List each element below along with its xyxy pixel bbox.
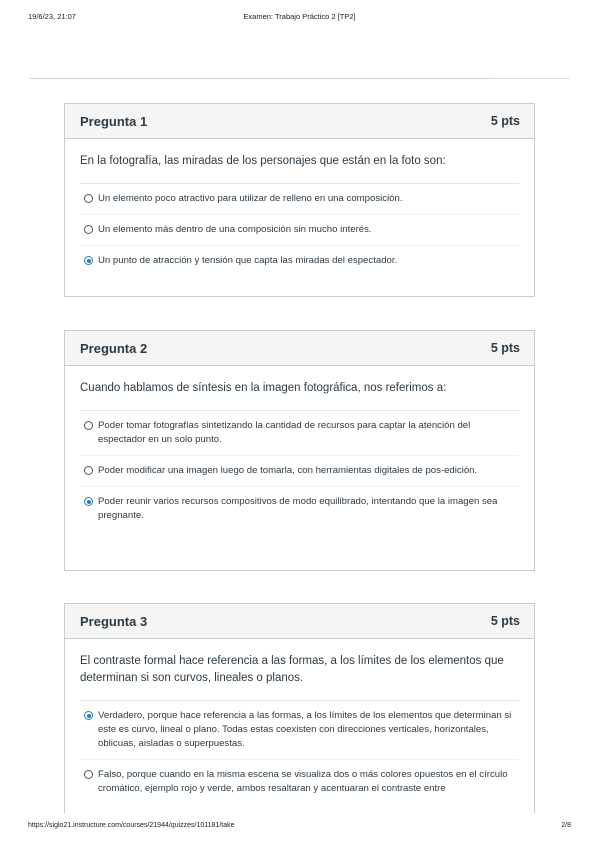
question-2 (64, 330, 535, 571)
answer-label: Verdadero, porque hace referencia a las formas, a los límites de los elementos que determinan si este es curvo, lineal o plano. Todas estas coexisten con direcciones verticales, horizontales, oblicuas, aisladas o superpuestas. (98, 710, 512, 749)
question-points: 5 pts (490, 114, 520, 128)
print-footer (28, 822, 571, 834)
print-datetime: 19/6/23, 21:07 (28, 12, 76, 21)
answer-label: Poder modificar una imagen luego de tomarla, con herramientas digitales de pos-edición. (98, 465, 478, 476)
question-1 (64, 103, 535, 297)
radio-button[interactable] (84, 194, 93, 203)
print-page-title: Examen: Trabajo Práctico 2 [TP2] (243, 12, 356, 21)
answer-label: Falso, porque cuando en la misma escena se visualiza dos o más colores opuestos en el círculo cromático, ejemplo rojo y verde, ambos resaltaran y acentuaran el contraste entre (98, 769, 508, 794)
print-page-number: 2/8 (561, 822, 571, 829)
answer-option[interactable] (80, 701, 519, 760)
answer-option[interactable] (80, 411, 519, 456)
radio-button-selected[interactable] (84, 256, 93, 265)
answer-label: Poder tomar fotografías sintetizando la cantidad de recursos para captar la atención del espectador en un solo punto. (98, 420, 471, 445)
print-url: https://siglo21.instructure.com/courses/21944/quizzes/101181/take (28, 822, 235, 829)
answer-option[interactable] (80, 456, 519, 487)
radio-button-selected[interactable] (84, 497, 93, 506)
question-text: El contraste formal hace referencia a las formas, a los límites de los elementos que determinan si son curvos, lineales o planos. (80, 639, 519, 701)
answer-option[interactable] (80, 215, 519, 246)
question-title: Pregunta 3 (80, 614, 148, 629)
answer-option[interactable] (80, 246, 519, 276)
radio-button[interactable] (84, 466, 93, 475)
radio-button[interactable] (84, 421, 93, 430)
answer-list (80, 701, 519, 804)
question-text: Cuando hablamos de síntesis en la imagen fotográfica, nos referimos a: (80, 366, 519, 411)
divider (30, 78, 570, 79)
answer-label: Poder reunir varios recursos compositivos de modo equilibrado, intentando que la imagen sea pregnante. (98, 496, 498, 521)
answer-label: Un elemento poco atractivo para utilizar de relleno en una composición. (98, 193, 403, 204)
question-points: 5 pts (490, 614, 520, 628)
answer-list (80, 411, 519, 531)
question-title: Pregunta 1 (80, 114, 148, 129)
answer-option[interactable] (80, 184, 519, 215)
answer-label: Un punto de atracción y tensión que capta las miradas del espectador. (98, 255, 398, 266)
answer-option[interactable] (80, 487, 519, 531)
radio-button-selected[interactable] (84, 711, 93, 720)
question-3 (64, 603, 535, 813)
answer-option[interactable] (80, 760, 519, 804)
radio-button[interactable] (84, 225, 93, 234)
answer-label: Un elemento más dentro de una composición sin mucho interés. (98, 224, 372, 235)
radio-button[interactable] (84, 770, 93, 779)
question-header (65, 104, 534, 139)
print-header (28, 12, 571, 24)
question-header (65, 604, 534, 639)
question-points: 5 pts (490, 341, 520, 355)
question-title: Pregunta 2 (80, 341, 148, 356)
answer-list (80, 184, 519, 276)
question-text: En la fotografía, las miradas de los personajes que están en la foto son: (80, 139, 519, 184)
question-header (65, 331, 534, 366)
